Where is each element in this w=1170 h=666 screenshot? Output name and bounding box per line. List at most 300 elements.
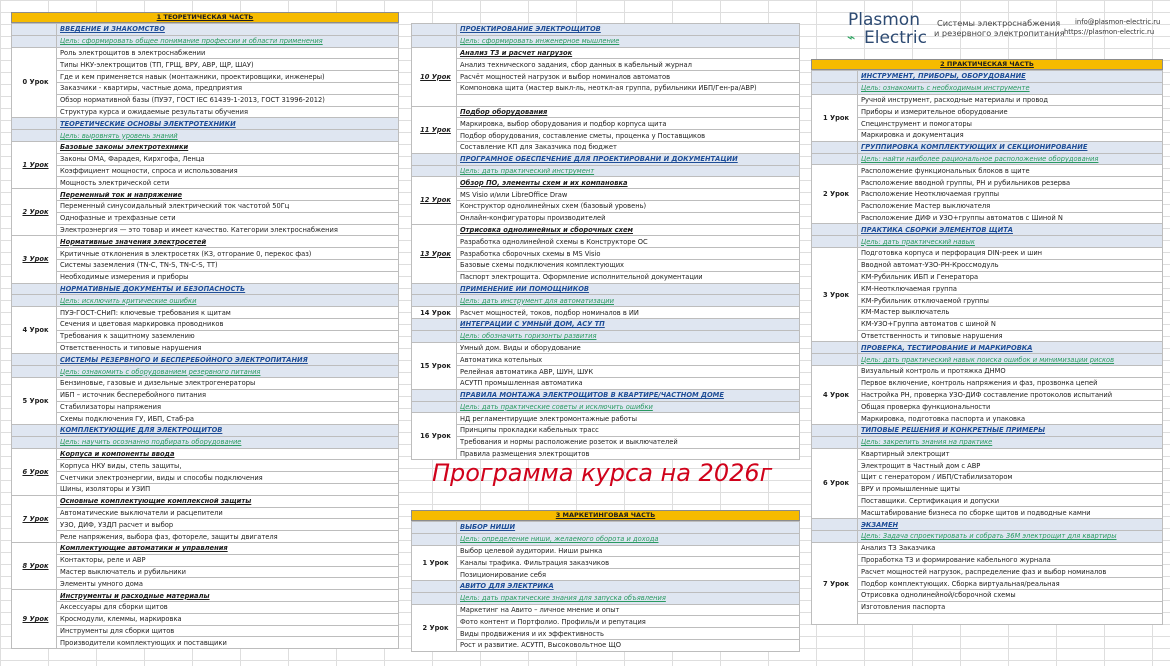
row-text: Анализ технического задания, сбор данных в кабельный журнал bbox=[457, 59, 800, 71]
lesson-label: 13 Урок bbox=[412, 224, 457, 283]
topic-row bbox=[812, 71, 1163, 83]
lesson-label: 12 Урок bbox=[412, 177, 457, 224]
row-text: Цель: определение ниши, желаемого оборота и дохода bbox=[457, 533, 800, 545]
row-text: Переменный синусоидальный электрический ток частотой 50Гц bbox=[57, 200, 399, 212]
lesson-item-row bbox=[812, 200, 1163, 212]
row-text: Законы ОМА, Фарадея, Кирхгофа, Ленца bbox=[57, 153, 399, 165]
row-text: Проработка ТЗ и формирование кабельного журнала bbox=[858, 554, 1163, 566]
topic-row bbox=[812, 519, 1163, 531]
section-header: 2 ПРАКТИЧЕСКАЯ ЧАСТЬ bbox=[811, 59, 1163, 70]
lesson-item-row bbox=[12, 259, 399, 271]
row-text: Подбор комплектующих. Сборка виртуальная/реальная bbox=[858, 578, 1163, 590]
topic-row bbox=[812, 141, 1163, 153]
row-text: ЭКЗАМЕН bbox=[858, 519, 1163, 531]
row-label-empty bbox=[812, 71, 858, 83]
row-text: Корпуса НКУ виды, степь защиты, bbox=[57, 460, 399, 472]
lesson-label: 5 Урок bbox=[12, 377, 57, 424]
row-text: ВЫБОР НИШИ bbox=[457, 522, 800, 534]
section-header: 3 МАРКЕТИНГОВАЯ ЧАСТЬ bbox=[411, 510, 800, 521]
lesson-item-row bbox=[812, 129, 1163, 141]
row-text: Настройка РН, проверка УЗО-ДИФ составление протоколов испытаний bbox=[858, 389, 1163, 401]
row-text: Шины, изоляторы и УЗИП bbox=[57, 484, 399, 496]
row-text: Системы заземления (TN-C, TN-S, TN-C-S, TT) bbox=[57, 259, 399, 271]
row-text: УЗО, ДИФ, УЗДП расчет и выбор bbox=[57, 519, 399, 531]
row-label-empty bbox=[12, 295, 57, 307]
row-text: Маркировка, выбор оборудования и подбор корпуса щита bbox=[457, 118, 800, 130]
row-text: КМ-Неотключаемая группа bbox=[858, 283, 1163, 295]
row-text: Мощность электрической сети bbox=[57, 177, 399, 189]
row-text: Принципы прокладки кабельных трасс bbox=[457, 425, 800, 437]
row-text: Расположение вводной группы, РН и рубильников резерва bbox=[858, 177, 1163, 189]
row-label-empty bbox=[412, 522, 457, 534]
row-text: Цель: дать практические знания для запуска объявления bbox=[457, 592, 800, 604]
row-label-empty bbox=[12, 35, 57, 47]
lesson-label: 6 Урок bbox=[812, 448, 858, 519]
row-label-empty bbox=[812, 224, 858, 236]
practice-panel bbox=[811, 59, 1163, 625]
row-text: Бензиновые, газовые и дизельные электрогенераторы bbox=[57, 377, 399, 389]
goal-row bbox=[412, 401, 800, 413]
row-text: Рост и развитие. АСУТП, Высоковольтное ЩО bbox=[457, 639, 800, 651]
row-text: ПРАКТИКА СБОРКИ ЭЛЕМЕНТОВ ЩИТА bbox=[858, 224, 1163, 236]
topic-row bbox=[412, 283, 800, 295]
lesson-item-row bbox=[812, 413, 1163, 425]
subtopic-row bbox=[412, 47, 800, 59]
row-text: КМ-Мастер выключатель bbox=[858, 306, 1163, 318]
lesson-table bbox=[11, 23, 399, 649]
lesson-item-row bbox=[412, 271, 800, 283]
topic-row bbox=[12, 425, 399, 437]
lesson-item-row bbox=[812, 271, 1163, 283]
row-text: Ручной инструмент, расходные материалы и провод bbox=[858, 94, 1163, 106]
row-text: Онлайн-конфигураторы производителей bbox=[457, 212, 800, 224]
lesson-item-row bbox=[412, 94, 800, 106]
lesson-item-row bbox=[812, 247, 1163, 259]
row-label-empty bbox=[812, 519, 858, 531]
row-text: Визуальный контроль и протяжка ДНМО bbox=[858, 365, 1163, 377]
row-text: Стабилизаторы напряжения bbox=[57, 401, 399, 413]
row-text: Мастер выключатель и рубильники bbox=[57, 566, 399, 578]
topic-row bbox=[812, 342, 1163, 354]
row-label-empty bbox=[12, 283, 57, 295]
lesson-item-row bbox=[812, 578, 1163, 590]
row-text: Цель: выровнять уровень знаний bbox=[57, 130, 399, 142]
lesson-label: 4 Урок bbox=[12, 307, 57, 354]
row-text: Подбор оборудования, составление сметы, проценка у Поставщиков bbox=[457, 130, 800, 142]
course-program-banner: Программа курса на 2026г bbox=[432, 459, 773, 487]
subtopic-row bbox=[12, 590, 399, 602]
lesson-item-row bbox=[12, 413, 399, 425]
row-text: Роль электрощитов в электроснабжении bbox=[57, 47, 399, 59]
row-label-empty bbox=[412, 283, 457, 295]
subtopic-row bbox=[12, 141, 399, 153]
row-text: Электрощит в Частный дом с АВР bbox=[858, 460, 1163, 472]
lesson-item-row bbox=[12, 59, 399, 71]
row-text: Коэффициент мощности, спроса и использования bbox=[57, 165, 399, 177]
row-text: Расположение Мастер выключателя bbox=[858, 200, 1163, 212]
row-text: КОМПЛЕКТУЮЩИЕ ДЛЯ ЭЛЕКТРОЩИТОВ bbox=[57, 425, 399, 437]
row-text: Расчет мощностей, токов, подбор номиналов в ИИ bbox=[457, 307, 800, 319]
row-text: Инструменты и расходные материалы bbox=[57, 590, 399, 602]
lesson-item-row bbox=[12, 165, 399, 177]
lesson-item-row bbox=[812, 472, 1163, 484]
row-text: Основные комплектующие комплексной защиты bbox=[57, 495, 399, 507]
row-label-empty bbox=[412, 318, 457, 330]
subtopic-row bbox=[412, 224, 800, 236]
lesson-item-row bbox=[812, 283, 1163, 295]
goal-row bbox=[12, 35, 399, 47]
lesson-item-row bbox=[812, 507, 1163, 519]
lesson-item-row bbox=[412, 545, 800, 557]
lesson-item-row bbox=[412, 118, 800, 130]
logo-tagline-1: Системы электроснабжения bbox=[937, 18, 1061, 28]
row-text: СИСТЕМЫ РЕЗЕРВНОГО И БЕСПЕРЕБОЙНОГО ЭЛЕКТРОПИТАНИЯ bbox=[57, 354, 399, 366]
lesson-item-row bbox=[12, 566, 399, 578]
row-text: Цель: закрепить знания на практике bbox=[858, 436, 1163, 448]
goal-row bbox=[812, 436, 1163, 448]
row-text: Переменный ток и напряжение bbox=[57, 189, 399, 201]
lesson-item-row bbox=[12, 200, 399, 212]
lesson-table bbox=[811, 70, 1163, 625]
lesson-item-row bbox=[12, 377, 399, 389]
row-text: Анализ ТЗ Заказчика bbox=[858, 542, 1163, 554]
lesson-item-row bbox=[12, 389, 399, 401]
row-text: Цель: дать практический инструмент bbox=[457, 165, 800, 177]
row-text: ТЕОРЕТИЧЕСКИЕ ОСНОВЫ ЭЛЕКТРОТЕХНИКИ bbox=[57, 118, 399, 130]
row-text: ПУЭ-ГОСТ-СНиП: ключевые требования к щитам bbox=[57, 307, 399, 319]
row-text: Масштабирование бизнеса по сборке щитов и подводные камни bbox=[858, 507, 1163, 519]
row-label-empty bbox=[412, 533, 457, 545]
lesson-label: 2 Урок bbox=[412, 604, 457, 651]
row-text: Кросмодули, клеммы, маркировка bbox=[57, 613, 399, 625]
lesson-label: 1 Урок bbox=[412, 545, 457, 580]
row-text: АСУТП промышленная автоматика bbox=[457, 377, 800, 389]
row-text: Инструменты для сборки щитов bbox=[57, 625, 399, 637]
lesson-item-row bbox=[812, 165, 1163, 177]
lesson-item-row bbox=[412, 557, 800, 569]
row-text: Паспорт электрощита. Оформление исполнительной документации bbox=[457, 271, 800, 283]
subtopic-row bbox=[412, 177, 800, 189]
goal-row bbox=[412, 533, 800, 545]
topic-row bbox=[412, 522, 800, 534]
row-text: Схемы подключения ГУ, ИБП, Стаб-ра bbox=[57, 413, 399, 425]
lesson-item-row bbox=[412, 189, 800, 201]
row-text: Цель: сформировать инженерное мышление bbox=[457, 35, 800, 47]
lesson-item-row bbox=[812, 601, 1163, 613]
row-text: Маркировка, подготовка паспорта и упаковка bbox=[858, 413, 1163, 425]
row-text: Структура курса и ожидаемые результаты обучения bbox=[57, 106, 399, 118]
row-text: Каналы трафика. Фильтрация заказчиков bbox=[457, 557, 800, 569]
lesson-item-row bbox=[12, 82, 399, 94]
lesson-item-row bbox=[12, 224, 399, 236]
lesson-item-row bbox=[12, 401, 399, 413]
row-label-empty bbox=[412, 580, 457, 592]
row-text: Цель: научить осознанно подбирать оборудование bbox=[57, 436, 399, 448]
lesson-item-row bbox=[812, 566, 1163, 578]
lesson-item-row bbox=[412, 436, 800, 448]
lesson-item-row bbox=[412, 59, 800, 71]
lesson-item-row bbox=[412, 248, 800, 260]
lesson-label: 2 Урок bbox=[812, 165, 858, 224]
row-label-empty bbox=[812, 354, 858, 366]
row-text: КМ-Рубильник отключаемой группы bbox=[858, 295, 1163, 307]
lesson-item-row bbox=[412, 377, 800, 389]
row-text: ИНСТРУМЕНТ, ПРИБОРЫ, ОБОРУДОВАНИЕ bbox=[858, 71, 1163, 83]
row-text: Требования к защитному заземлению bbox=[57, 330, 399, 342]
topic-row bbox=[412, 24, 800, 36]
lesson-item-row bbox=[12, 106, 399, 118]
lesson-item-row bbox=[812, 401, 1163, 413]
row-text: Счетчики электроэнергии, виды и способы подключения bbox=[57, 472, 399, 484]
lesson-item-row bbox=[812, 106, 1163, 118]
lesson-item-row bbox=[412, 236, 800, 248]
contact-website[interactable]: https://plasmon-electric.ru bbox=[1064, 28, 1155, 36]
row-text: Базовые схемы подключения комплектующих bbox=[457, 259, 800, 271]
lesson-item-row bbox=[412, 639, 800, 651]
row-text: Цель: дать практические советы и исключить ошибки bbox=[457, 401, 800, 413]
row-text: ВВЕДЕНИЕ И ЗНАКОМСТВО bbox=[57, 24, 399, 36]
row-text: Щит с генератором / ИБП/Стабилизатором bbox=[858, 472, 1163, 484]
lesson-label: 10 Урок bbox=[412, 47, 457, 106]
lesson-item-row bbox=[412, 366, 800, 378]
row-text: Расположение Неотключаемая группы bbox=[858, 188, 1163, 200]
lesson-item-row bbox=[12, 71, 399, 83]
row-label-empty bbox=[812, 424, 858, 436]
row-text: Разработка сборочных схемы в MS Visio bbox=[457, 248, 800, 260]
goal-row bbox=[12, 130, 399, 142]
row-label-empty bbox=[12, 24, 57, 36]
lesson-item-row bbox=[412, 342, 800, 354]
lesson-item-row bbox=[412, 200, 800, 212]
goal-row bbox=[412, 35, 800, 47]
row-text: ПРАВИЛА МОНТАЖА ЭЛЕКТРОЩИТОВ В КВАРТИРЕ/ЧАСТНОМ ДОМЕ bbox=[457, 389, 800, 401]
row-text: ПРОГРАМНОЕ ОБЕСПЕЧЕНИЕ ДЛЯ ПРОЕКТИРОВАНИ И ДОКУМЕНТАЦИИ bbox=[457, 153, 800, 165]
row-text: Критичные отклонения в электросетях (КЗ, отгорание 0, перекос фаз) bbox=[57, 248, 399, 260]
goal-row bbox=[12, 366, 399, 378]
topic-row bbox=[412, 580, 800, 592]
lesson-item-row bbox=[812, 554, 1163, 566]
goal-row bbox=[812, 236, 1163, 248]
row-text: Анализ ТЗ и расчет нагрузок bbox=[457, 47, 800, 59]
lesson-label: 3 Урок bbox=[812, 247, 858, 341]
section-header: 1 ТЕОРЕТИЧЕСКАЯ ЧАСТЬ bbox=[11, 12, 399, 23]
row-text: Расположение ДИФ и УЗО+группы автоматов с Шиной N bbox=[858, 212, 1163, 224]
lesson-item-row bbox=[12, 602, 399, 614]
lesson-item-row bbox=[412, 130, 800, 142]
lesson-table bbox=[411, 521, 800, 652]
row-text: Электроэнергия — это товар и имеет качество. Категории электроснабжения bbox=[57, 224, 399, 236]
lesson-item-row bbox=[812, 542, 1163, 554]
row-text: Цель: ознакомить с необходимым инструменте bbox=[858, 82, 1163, 94]
lesson-item-row bbox=[812, 460, 1163, 472]
row-label-empty bbox=[812, 153, 858, 165]
row-label-empty bbox=[412, 24, 457, 36]
lesson-item-row bbox=[12, 507, 399, 519]
lesson-item-row bbox=[412, 569, 800, 581]
row-text: Умный дом. Виды и оборудование bbox=[457, 342, 800, 354]
lesson-item-row bbox=[12, 625, 399, 637]
lesson-item-row bbox=[812, 495, 1163, 507]
row-text: Виды продвижения и их эффективность bbox=[457, 628, 800, 640]
lesson-item-row bbox=[412, 141, 800, 153]
goal-row bbox=[412, 592, 800, 604]
logo-tagline-2: и резервного электропитания bbox=[934, 28, 1065, 38]
lesson-item-row bbox=[812, 177, 1163, 189]
row-label-empty bbox=[812, 236, 858, 248]
row-text: Подбор оборудования bbox=[457, 106, 800, 118]
row-text bbox=[457, 94, 800, 106]
row-text: НД регламентирущие электромонтажные работы bbox=[457, 413, 800, 425]
row-text: Маркетинг на Авито – личное мнение и опыт bbox=[457, 604, 800, 616]
row-text: Ответственность и типовые нарушения bbox=[858, 330, 1163, 342]
lesson-label: 6 Урок bbox=[12, 448, 57, 495]
lesson-label: 1 Урок bbox=[12, 141, 57, 188]
row-text: Расположение функциональных блоков в щите bbox=[858, 165, 1163, 177]
row-label-empty bbox=[12, 366, 57, 378]
row-text: Расчет мощностей нагрузок, распределение фаз и выбор номиналов bbox=[858, 566, 1163, 578]
row-text: ГРУППИРОВКА КОМПЛЕКТУЮЩИХ И СЕКЦИОНИРОВАНИЕ bbox=[858, 141, 1163, 153]
row-label-empty bbox=[412, 165, 457, 177]
topic-row bbox=[412, 389, 800, 401]
lesson-item-row bbox=[812, 389, 1163, 401]
subtopic-row bbox=[412, 106, 800, 118]
row-text: Комплектующие автоматики и управления bbox=[57, 543, 399, 555]
marketing-panel bbox=[411, 510, 800, 652]
lesson-item-row bbox=[812, 295, 1163, 307]
row-label-empty bbox=[412, 153, 457, 165]
row-text: Цель: обозначить горизонты развития bbox=[457, 330, 800, 342]
row-label-empty bbox=[812, 82, 858, 94]
row-text: Цель: исключить критические ошибки bbox=[57, 295, 399, 307]
row-text: Отрисовка однолинейных и сборочных схем bbox=[457, 224, 800, 236]
lesson-item-row bbox=[412, 71, 800, 83]
row-text: Нормативные значения электросетей bbox=[57, 236, 399, 248]
topic-row bbox=[12, 283, 399, 295]
lesson-item-row bbox=[812, 377, 1163, 389]
goal-row bbox=[812, 354, 1163, 366]
row-label-empty bbox=[12, 436, 57, 448]
lesson-label: 0 Урок bbox=[12, 47, 57, 118]
lesson-item-row bbox=[412, 354, 800, 366]
lesson-label: 4 Урок bbox=[812, 365, 858, 424]
row-text: Автоматические выключатели и расцепители bbox=[57, 507, 399, 519]
row-text: КМ-Рубильник ИБП и Генератора bbox=[858, 271, 1163, 283]
row-text: Требования и нормы расположение розеток и выключателей bbox=[457, 436, 800, 448]
row-label-empty bbox=[412, 295, 457, 307]
topic-row bbox=[812, 424, 1163, 436]
lesson-item-row bbox=[412, 413, 800, 425]
row-text: Производители комплектующих и поставщики bbox=[57, 637, 399, 649]
row-text: Отрисовка однолинейной/сборочной схемы bbox=[858, 590, 1163, 602]
lesson-item-row bbox=[12, 613, 399, 625]
row-label-empty bbox=[412, 592, 457, 604]
goal-row bbox=[812, 82, 1163, 94]
row-text: Компоновка щита (мастер выкл-ль, неоткл-ая группа, рубильники ИБП/Ген-ра/АВР) bbox=[457, 82, 800, 94]
lesson-item-row bbox=[12, 212, 399, 224]
row-text: Цель: дать инструмент для автоматизации bbox=[457, 295, 800, 307]
row-text: Маркировка и документация bbox=[858, 129, 1163, 141]
row-text: АВИТО ДЛЯ ЭЛЕКТРИКА bbox=[457, 580, 800, 592]
lesson-item-row bbox=[12, 318, 399, 330]
lesson-item-row bbox=[812, 306, 1163, 318]
row-text: ИНТЕГРАЦИИ С УМНЫЙ ДОМ, АСУ ТП bbox=[457, 318, 800, 330]
row-text: Конструктор однолинейных схем (базовый уровень) bbox=[457, 200, 800, 212]
lesson-table bbox=[411, 23, 800, 460]
row-text: Приборы и измерительное оборудование bbox=[858, 106, 1163, 118]
row-text: Где и кем применяется навык (монтажники, проектировщики, инженеры) bbox=[57, 71, 399, 83]
row-text: Специнструмент и помогаторы bbox=[858, 118, 1163, 130]
lesson-label: 7 Урок bbox=[12, 495, 57, 542]
row-text: НОРМАТИВНЫЕ ДОКУМЕНТЫ И БЕЗОПАСНОСТЬ bbox=[57, 283, 399, 295]
lesson-item-row bbox=[12, 271, 399, 283]
row-text: Обзор нормативной базы (ПУЭ7, ГОСТ IEC 61439-1-2013, ГОСТ 31996-2012) bbox=[57, 94, 399, 106]
lesson-item-row bbox=[12, 472, 399, 484]
goal-row bbox=[12, 436, 399, 448]
row-text: Правила размещения электрощитов bbox=[457, 448, 800, 460]
row-text: Разработка однолинейной схемы в Конструкторе ОС bbox=[457, 236, 800, 248]
topic-row bbox=[12, 118, 399, 130]
logo-name-line1: Plasmon bbox=[848, 10, 920, 30]
row-text bbox=[858, 613, 1163, 625]
row-text: Автоматика котельных bbox=[457, 354, 800, 366]
lesson-item-row bbox=[12, 637, 399, 649]
row-label-empty bbox=[12, 425, 57, 437]
lesson-item-row bbox=[812, 188, 1163, 200]
theory-panel bbox=[11, 12, 399, 649]
lesson-item-row bbox=[812, 448, 1163, 460]
row-label-empty bbox=[412, 389, 457, 401]
row-label-empty bbox=[412, 401, 457, 413]
row-text: Фото контент и Портфолио. Профиль/и и репутация bbox=[457, 616, 800, 628]
subtopic-row bbox=[12, 543, 399, 555]
lesson-label: 16 Урок bbox=[412, 413, 457, 460]
goal-row bbox=[812, 531, 1163, 543]
lesson-item-row bbox=[12, 94, 399, 106]
lesson-item-row bbox=[412, 212, 800, 224]
lesson-item-row bbox=[412, 616, 800, 628]
row-label-empty bbox=[812, 531, 858, 543]
row-text: Подготовка корпуса и перфорация DIN-реек и шин bbox=[858, 247, 1163, 259]
subtopic-row bbox=[12, 495, 399, 507]
lesson-item-row bbox=[412, 307, 800, 319]
lesson-label: 8 Урок bbox=[12, 543, 57, 590]
subtopic-row bbox=[12, 189, 399, 201]
row-text: Позиционирование себя bbox=[457, 569, 800, 581]
row-text: Контакторы, реле и АВР bbox=[57, 554, 399, 566]
lesson-item-row bbox=[812, 212, 1163, 224]
row-text: Цель: Задача спроектировать и собрать 36М электрощит для квартиры bbox=[858, 531, 1163, 543]
row-text: Реле напряжения, выбора фаз, фотореле, защиты двигателя bbox=[57, 531, 399, 543]
row-label-empty bbox=[12, 118, 57, 130]
contact-email[interactable]: info@plasmon-electric.ru bbox=[1075, 18, 1161, 26]
lesson-item-row bbox=[812, 118, 1163, 130]
lesson-item-row bbox=[812, 94, 1163, 106]
row-text: Цель: найти наиболее рациональное расположение оборудования bbox=[858, 153, 1163, 165]
lesson-item-row bbox=[12, 330, 399, 342]
lesson-item-row bbox=[412, 628, 800, 640]
row-text: Выбор целевой аудитории. Ниши рынка bbox=[457, 545, 800, 557]
lesson-item-row bbox=[812, 590, 1163, 602]
lesson-item-row bbox=[812, 613, 1163, 625]
lesson-label: 2 Урок bbox=[12, 189, 57, 236]
goal-row bbox=[12, 295, 399, 307]
lesson-item-row bbox=[412, 604, 800, 616]
lesson-item-row bbox=[12, 342, 399, 354]
row-text: Вводной автомат-УЗО-РН-Кроссмодуль bbox=[858, 259, 1163, 271]
row-text: Заказчики - квартиры, частные дома, предприятия bbox=[57, 82, 399, 94]
row-text: Релейная автоматика АВР, ШУН, ШУК bbox=[457, 366, 800, 378]
lesson-item-row bbox=[12, 554, 399, 566]
